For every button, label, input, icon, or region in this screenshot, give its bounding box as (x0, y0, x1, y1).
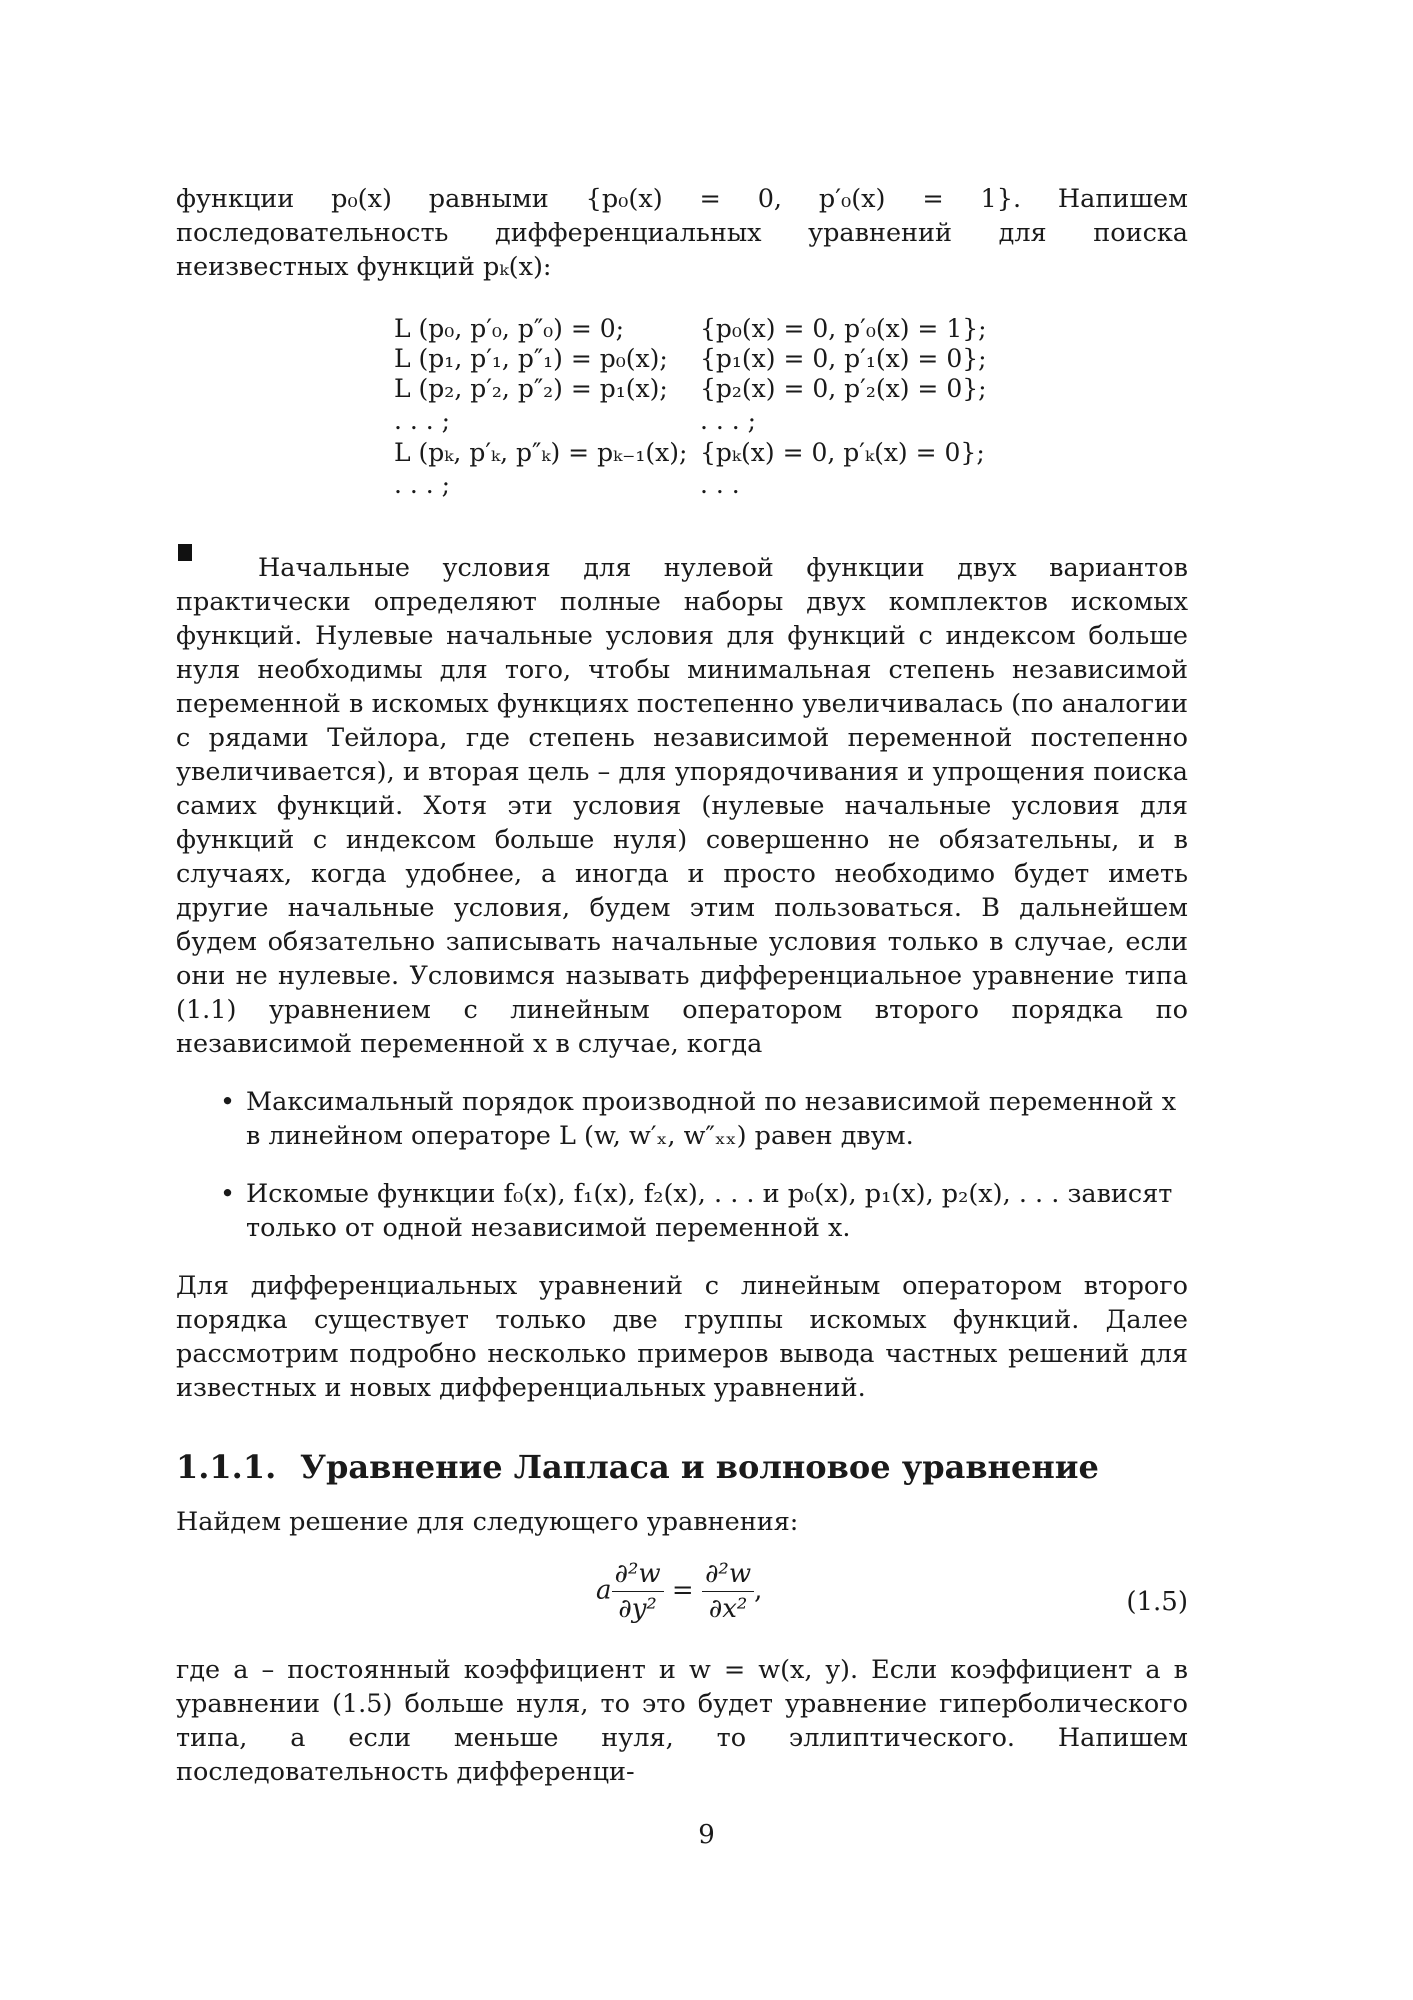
system-rhs: {p₀(x) = 0, p′₀(x) = 1}; (700, 314, 987, 343)
fraction-rhs (702, 1557, 754, 1626)
system-row (394, 406, 757, 436)
bullet-text: Максимальный порядок производной по независимой переменной x в линейном операторе L (w, w′ₓ, w″ₓₓ) равен двум. (246, 1087, 1177, 1151)
system-rhs: {pₖ(x) = 0, p′ₖ(x) = 0}; (700, 438, 985, 467)
system-lhs: L (pₖ, p′ₖ, p″ₖ) = pₖ₋₁(x); (394, 438, 688, 467)
system-lhs: L (p₁, p′₁, p″₁) = p₀(x); (394, 344, 668, 373)
system-row (394, 314, 987, 344)
system-lhs: L (p₀, p′₀, p″₀) = 0; (394, 314, 625, 343)
body-paragraph-3: Найдем решение для следующего уравнения: (176, 1507, 799, 1537)
system-rhs: . . . ; (700, 406, 757, 435)
system-row (394, 344, 987, 374)
equation-number: (1.5) (1126, 1587, 1188, 1617)
fraction-numerator: ∂²w (612, 1557, 664, 1592)
page-number: 9 (698, 1820, 715, 1850)
equation-comma: , (754, 1575, 763, 1606)
system-lhs: . . . ; (394, 406, 451, 435)
system-row (394, 374, 987, 404)
system-row (394, 438, 985, 468)
fraction-lhs (612, 1557, 664, 1626)
system-rhs: . . . (700, 470, 740, 499)
fraction-denominator: ∂x² (708, 1594, 748, 1624)
page-content (176, 182, 1188, 1789)
list-item (176, 1085, 1188, 1153)
body-paragraph-1: Начальные условия для нулевой функции двух вариантов практически определяют полные наборы двух комплектов искомых функций. Нулевые начальные условия для функций с индексом больше нуля необходимы для того, чтобы минимальная степень независимой переменной в искомых функциях постепенно увеличивалась (по аналогии с рядами Тейлора, где степень независимой переменной постепенно увеличивается), и вторая цель – для упорядочивания и упрощения поиска самих функций. Хотя эти условия (нулевые начальные условия для функций с индексом больше нуля) совершенно не обязательны, и в случаях, когда удобнее, а иногда и просто необходимо будет иметь другие начальные условия, будем этим пользоваться. В дальнейшем будем обязательно записывать начальные условия только в случае, если они не нулевые. Условимся называть дифференциальное уравнение типа (1.1) уравнением с линейным оператором второго порядка по независимой переменной x в случае, когда (176, 553, 1188, 1059)
bullet-list (176, 1085, 1188, 1245)
bullet-icon: • (220, 1179, 236, 1209)
list-item (176, 1177, 1188, 1245)
bullet-text: Искомые функции f₀(x), f₁(x), f₂(x), . . . и p₀(x), p₁(x), p₂(x), . . . зависят только от одной независимой переменной x. (246, 1179, 1173, 1243)
equation-system (176, 314, 1188, 504)
section-heading (176, 1447, 1188, 1487)
fraction-denominator: ∂y² (618, 1594, 657, 1624)
fraction-numerator: ∂²w (702, 1557, 754, 1592)
system-lhs: L (p₂, p′₂, p″₂) = p₁(x); (394, 374, 668, 403)
bullet-icon: • (220, 1087, 236, 1117)
section-number: 1.1.1. (176, 1448, 277, 1486)
system-rhs: {p₂(x) = 0, p′₂(x) = 0}; (700, 374, 987, 403)
system-row (394, 470, 740, 500)
section-title: Уравнение Лапласа и волновое уравнение (300, 1448, 1099, 1486)
equation-coefficient: a (596, 1575, 612, 1606)
intro-paragraph: функции p₀(x) равными {p₀(x) = 0, p′₀(x) = 1}. Напишем последовательность дифференциальных уравнений для поиска неизвестных функций pₖ(x): (176, 184, 1188, 282)
system-lhs: . . . ; (394, 470, 451, 499)
body-paragraph-2: Для дифференциальных уравнений с линейным оператором второго порядка существует только две группы искомых функций. Далее рассмотрим подробно несколько примеров вывода частных решений для известных и новых дифференциальных уравнений. (176, 1271, 1188, 1403)
display-equation (176, 1557, 1188, 1653)
equals-sign: = (671, 1575, 694, 1606)
body-paragraph-4: где a – постоянный коэффициент и w = w(x, y). Если коэффициент a в уравнении (1.5) больше нуля, то это будет уравнение гиперболического типа, а если меньше нуля, то эллиптического. Напишем последовательность дифференци- (176, 1655, 1188, 1787)
equation-body (596, 1557, 762, 1626)
system-rhs: {p₁(x) = 0, p′₁(x) = 0}; (700, 344, 987, 373)
